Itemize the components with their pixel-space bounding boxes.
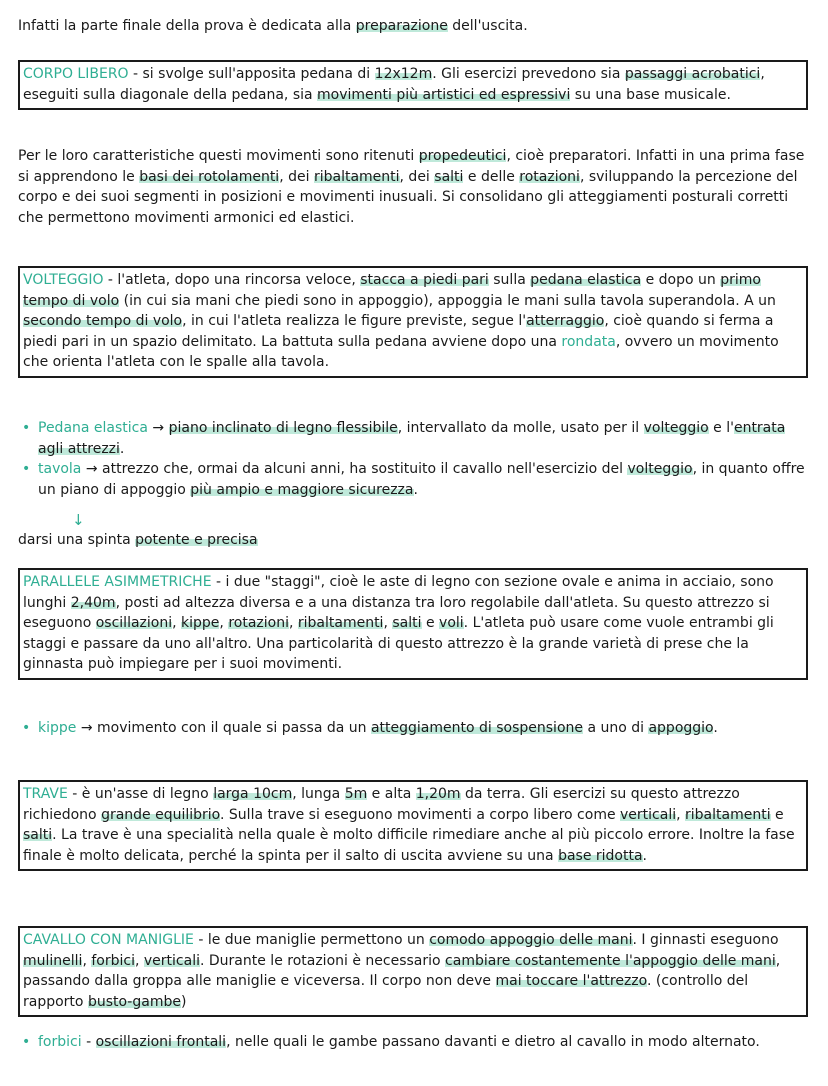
body-text: a uno di <box>583 720 649 736</box>
body-text: , <box>82 952 92 969</box>
body-text: su una base musicale. <box>570 86 731 103</box>
body-text: da terra. Gli esercizi su questo attrezzo richiedono <box>23 786 740 823</box>
highlight: 12x12m <box>374 66 433 82</box>
body-text: → attrezzo che, ormai da alcuni anni, ha sostituito il cavallo nell'esercizio del <box>81 461 628 478</box>
body-text: e delle <box>463 168 520 185</box>
body-text: ) <box>180 993 187 1010</box>
list-item <box>18 1032 808 1053</box>
highlight: appoggio <box>648 720 714 736</box>
highlight: atterraggio <box>526 313 605 330</box>
body-text: - l'atleta, dopo una rincorsa veloce, <box>103 272 361 288</box>
highlight: mulinelli <box>23 952 83 969</box>
highlight: ribaltamenti <box>313 168 400 185</box>
body-text: e <box>770 806 784 823</box>
intro-text: Infatti la parte finale della prova è dedicata alla <box>18 18 356 34</box>
body-text: , ovvero un movimento che orienta l'atleta con le spalle alla tavola. <box>23 333 779 371</box>
body-text: . Durante le rotazioni è necessario <box>199 952 446 969</box>
highlight: rotazioni <box>519 168 580 185</box>
body-text: . Sulla trave si eseguono movimenti a corpo libero come <box>220 806 621 823</box>
highlight: busto-gambe <box>87 993 181 1010</box>
body-text: - i due "staggi", cioè le aste di legno con sezione ovale e anima in acciaio, sono lunghi <box>23 574 774 611</box>
bullet-term: forbici <box>38 1034 82 1050</box>
body-text: , in quanto offre un piano di appoggio <box>38 461 805 498</box>
section-title: CAVALLO CON MANIGLIE <box>23 932 194 948</box>
section-title: TRAVE <box>23 786 68 802</box>
highlight: comodo appoggio delle mani <box>429 932 633 948</box>
intro-line <box>18 16 808 37</box>
body-text: , <box>219 615 229 632</box>
body-text: . Gli esercizi prevedono sia <box>432 66 625 82</box>
body-text: , cioè preparatori. Infatti in una prima fase si apprendono le <box>18 148 805 185</box>
list-item <box>18 718 808 739</box>
highlight: salti <box>434 168 464 185</box>
list-item <box>18 459 808 500</box>
body-text: , <box>676 806 686 823</box>
body-text: . <box>713 720 718 736</box>
body-text: , sviluppando la percezione del corpo e dei suoi segmenti in posizioni e movimenti inusuali. Si consolidano gli atteggiamenti posturali corretti che permettono movimenti armonici ed elastici. <box>18 168 798 226</box>
preparatori-paragraph <box>18 146 808 228</box>
highlight: verticali <box>143 952 200 969</box>
body-text: sulla <box>488 272 531 288</box>
highlight: secondo tempo di volo <box>23 313 183 330</box>
list-item <box>18 418 808 459</box>
highlight: volteggio <box>643 420 709 436</box>
section-title: PARALLELE ASIMMETRICHE <box>23 574 212 590</box>
volteggio-box <box>18 266 808 378</box>
highlight: stacca a piedi pari <box>360 272 489 288</box>
body-text: (in cui sia mani che piedi sono in appoggio), appoggia le mani sulla tavola superandola. A un <box>119 292 776 309</box>
body-text: e l' <box>708 420 734 436</box>
highlight: cambiare costantemente l'appoggio delle mani <box>445 952 776 969</box>
body-text: - le due maniglie permettono un <box>193 932 430 948</box>
body-text: , <box>288 615 298 632</box>
corpo-libero-box <box>18 60 808 110</box>
forbici-bullet-list <box>18 1032 808 1053</box>
highlight: ribaltamenti <box>685 806 771 823</box>
body-text: e alta <box>367 786 416 802</box>
highlight: ribaltamenti <box>297 615 384 632</box>
body-text: , intervallato da molle, usato per il <box>397 420 644 436</box>
body-text: - <box>81 1034 96 1050</box>
highlight: voli <box>439 615 464 632</box>
body-text: . La trave è una specialità nella quale è molto difficile rimediare anche al più piccolo errore. Inoltre la fase finale è molto delicata, perché la spinta per il salto di uscita avviene su una <box>23 827 795 864</box>
highlight: preparazione <box>355 18 448 34</box>
section-title: VOLTEGGIO <box>23 272 104 288</box>
body-text: , <box>383 615 393 632</box>
keyword: rondata <box>561 333 616 350</box>
highlight: passaggi acrobatici <box>624 66 761 82</box>
body-text: , passando dalla groppa alle maniglie e viceversa. Il corpo non deve <box>23 952 781 990</box>
body-text: , in cui l'atleta realizza le figure previste, segue l' <box>182 313 527 330</box>
body-text: . (controllo del rapporto <box>23 973 749 1010</box>
highlight: salti <box>392 615 422 632</box>
body-text: - è un'asse di legno <box>67 786 214 802</box>
body-text: → <box>147 420 169 436</box>
highlight: oscillazioni frontali <box>95 1034 227 1050</box>
highlight: potente e precisa <box>135 532 258 548</box>
highlight: primo tempo di volo <box>23 272 761 309</box>
body-text: , cioè quando si ferma a piedi pari in un spazio delimitato. La battuta sulla pedana avviene dopo una <box>23 313 774 350</box>
highlight: mai toccare l'attrezzo <box>495 973 647 990</box>
body-text: - si svolge sull'apposita pedana di <box>128 66 375 82</box>
highlight: kippe <box>181 615 220 632</box>
highlight: verticali <box>620 806 677 823</box>
spinta-note <box>18 530 808 551</box>
section-title: CORPO LIBERO <box>23 66 129 82</box>
highlight: rotazioni <box>228 615 289 632</box>
highlight: atteggiamento di sospensione <box>370 720 583 736</box>
attrezzi-bullet-list <box>18 418 808 500</box>
body-text: Per le loro caratteristiche questi movimenti sono ritenuti <box>18 148 419 164</box>
highlight: 1,20m <box>415 786 461 802</box>
highlight: più ampio e maggiore sicurezza <box>190 481 414 498</box>
highlight: basi dei rotolamenti <box>139 168 280 185</box>
highlight: volteggio <box>627 461 693 478</box>
highlight: pedana elastica <box>530 272 642 288</box>
trave-box <box>18 780 808 871</box>
highlight: movimenti più artistici ed espressivi <box>317 86 571 103</box>
body-text: darsi una spinta <box>18 532 136 548</box>
body-text: , dei <box>399 168 435 185</box>
body-text: . <box>413 481 418 498</box>
body-text: → movimento con il quale si passa da un <box>76 720 371 736</box>
body-text: . I ginnasti eseguono <box>632 932 779 948</box>
body-text: , <box>172 615 182 632</box>
bullet-term: kippe <box>38 720 77 736</box>
body-text: , lunga <box>292 786 345 802</box>
highlight: 2,40m <box>70 594 116 611</box>
body-text: . L'atleta può usare come vuole entrambi gli staggi e passare da uno all'altro. Una particolarità di questo attrezzo è la grande varietà di prese che la ginnasta può impiegare per i suoi movimenti. <box>23 615 774 673</box>
body-text: , dei <box>279 168 314 185</box>
cavallo-box <box>18 926 808 1017</box>
highlight: piano inclinato di legno flessibile <box>168 420 398 436</box>
arrow-down-icon: ↓ <box>72 511 85 529</box>
body-text: . <box>119 440 125 457</box>
highlight: larga 10cm <box>213 786 293 802</box>
intro-text: dell'uscita. <box>447 18 528 34</box>
body-text: , nelle quali le gambe passano davanti e dietro al cavallo in modo alternato. <box>226 1034 760 1050</box>
body-text: . <box>642 847 647 864</box>
parallele-box <box>18 568 808 680</box>
highlight: base ridotta <box>558 847 643 864</box>
highlight: grande equilibrio <box>101 806 221 823</box>
highlight: propedeutici <box>418 148 507 164</box>
highlight: entrata agli attrezzi <box>38 420 786 457</box>
body-text: , posti ad altezza diversa e a una distanza tra loro regolabile dall'atleta. Su questo attrezzo si eseguono <box>23 594 770 632</box>
highlight: forbici <box>91 952 135 969</box>
bullet-term: Pedana elastica <box>38 420 148 436</box>
kippe-bullet-list <box>18 718 808 739</box>
highlight: 5m <box>344 786 368 802</box>
bullet-term: tavola <box>38 461 82 478</box>
body-text: e <box>421 615 440 632</box>
highlight: salti <box>23 827 53 844</box>
body-text: , <box>134 952 144 969</box>
body-text: e dopo un <box>641 272 721 288</box>
highlight: oscillazioni <box>95 615 173 632</box>
body-text: , eseguiti sulla diagonale della pedana, sia <box>23 66 765 103</box>
